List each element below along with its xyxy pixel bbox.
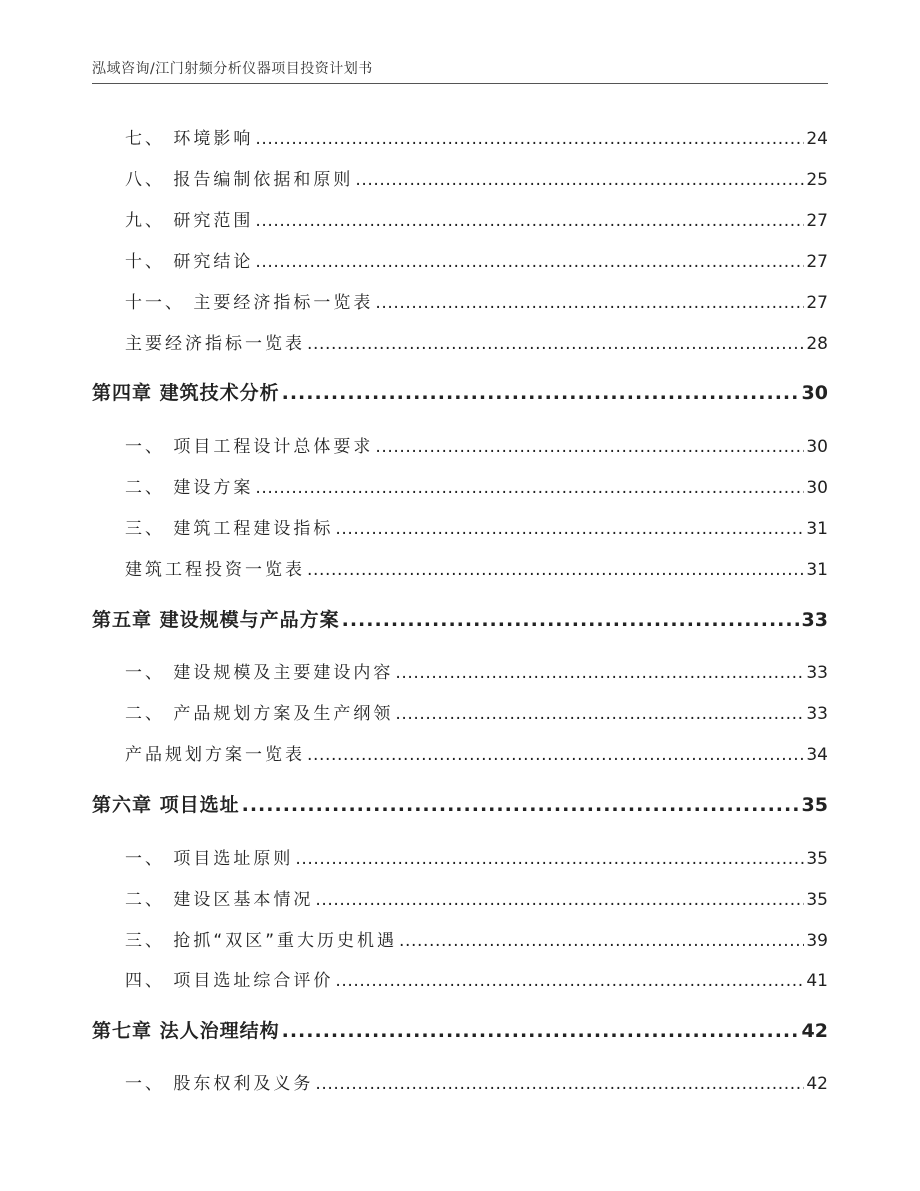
- toc-section-entry[interactable]: [125, 699, 828, 724]
- toc-page-number: 41: [806, 971, 828, 991]
- toc-page-number: 31: [806, 519, 828, 539]
- toc-entry-label: 二、 产品规划方案及生产纲领: [125, 704, 394, 724]
- toc-entry-label: 八、 报告编制依据和原则: [125, 170, 354, 190]
- toc-section-entry[interactable]: [125, 966, 828, 991]
- toc-section-entry[interactable]: [125, 844, 828, 869]
- toc-dot-leader: [295, 849, 804, 869]
- toc-section-entry[interactable]: [125, 1069, 828, 1094]
- toc-section-entry[interactable]: [125, 658, 828, 683]
- toc-entry-label: 第七章 法人治理结构: [92, 1020, 280, 1042]
- toc-page-number: 33: [806, 663, 828, 683]
- toc-entry-label: 九、 研究范围: [125, 211, 254, 231]
- toc-page-number: 35: [806, 849, 828, 869]
- toc-page-number: 35: [806, 890, 828, 910]
- toc-section-entry[interactable]: [125, 926, 828, 951]
- toc-entry-label: 十一、 主要经济指标一览表: [125, 293, 374, 313]
- toc-dot-leader: [355, 170, 804, 190]
- toc-page-number: 39: [806, 931, 828, 951]
- toc-dot-leader: [255, 129, 804, 149]
- toc-entry-label: 一、 建设规模及主要建设内容: [125, 663, 394, 683]
- toc-entry-label: 十、 研究结论: [125, 252, 254, 272]
- toc-dot-leader: [342, 609, 800, 631]
- toc-dot-leader: [335, 519, 804, 539]
- toc-entry-label: 第五章 建设规模与产品方案: [92, 609, 340, 631]
- toc-page-number: 27: [806, 252, 828, 272]
- toc-entry-label: 第六章 项目选址: [92, 794, 240, 816]
- toc-page-number: 30: [806, 437, 828, 457]
- toc-dot-leader: [315, 1074, 804, 1094]
- toc-page-number: 25: [806, 170, 828, 190]
- toc-dot-leader: [255, 478, 804, 498]
- toc-page-number: 33: [801, 609, 828, 631]
- toc-dot-leader: [255, 252, 804, 272]
- toc-dot-leader: [375, 293, 804, 313]
- toc-chapter-entry[interactable]: [92, 790, 828, 817]
- toc-dot-leader: [335, 971, 804, 991]
- toc-entry-label: 二、 建设区基本情况: [125, 890, 314, 910]
- toc-page-number: 31: [806, 560, 828, 580]
- toc-page-number: 27: [806, 293, 828, 313]
- toc-page-number: 30: [806, 478, 828, 498]
- toc-dot-leader: [282, 382, 800, 404]
- toc-page-number: 28: [806, 334, 828, 354]
- toc-section-entry[interactable]: [125, 473, 828, 498]
- toc-chapter-entry[interactable]: [92, 378, 828, 405]
- toc-entry-label: 一、 股东权利及义务: [125, 1074, 314, 1094]
- toc-dot-leader: [307, 334, 804, 354]
- toc-dot-leader: [242, 794, 800, 816]
- toc-page-number: 33: [806, 704, 828, 724]
- toc-section-entry[interactable]: [125, 206, 828, 231]
- toc-section-entry[interactable]: [125, 288, 828, 313]
- toc-section-entry[interactable]: [125, 124, 828, 149]
- toc-dot-leader: [282, 1020, 800, 1042]
- toc-page-number: 35: [801, 794, 828, 816]
- toc-entry-label: 主要经济指标一览表: [125, 334, 305, 354]
- toc-entry-label: 三、 抢抓“双区”重大历史机遇: [125, 931, 398, 951]
- toc-chapter-entry[interactable]: [92, 1016, 828, 1043]
- toc-entry-label: 四、 项目选址综合评价: [125, 971, 334, 991]
- toc-dot-leader: [307, 745, 804, 765]
- page-header: 泓域咨询/江门射频分析仪器项目投资计划书: [92, 61, 373, 77]
- toc-section-entry[interactable]: [125, 555, 828, 580]
- toc-section-entry[interactable]: [125, 329, 828, 354]
- toc-section-entry[interactable]: [125, 885, 828, 910]
- toc-section-entry[interactable]: [125, 432, 828, 457]
- toc-dot-leader: [395, 663, 804, 683]
- toc-dot-leader: [399, 931, 804, 951]
- toc-page-number: 24: [806, 129, 828, 149]
- toc-page-number: 42: [806, 1074, 828, 1094]
- toc-entry-label: 产品规划方案一览表: [125, 745, 305, 765]
- toc-page-number: 30: [801, 382, 828, 404]
- toc-page-number: 27: [806, 211, 828, 231]
- toc-dot-leader: [255, 211, 804, 231]
- toc-section-entry[interactable]: [125, 247, 828, 272]
- toc-chapter-entry[interactable]: [92, 605, 828, 632]
- toc-section-entry[interactable]: [125, 514, 828, 539]
- toc-page-number: 42: [801, 1020, 828, 1042]
- toc-entry-label: 七、 环境影响: [125, 129, 254, 149]
- toc-section-entry[interactable]: [125, 740, 828, 765]
- toc-entry-label: 建筑工程投资一览表: [125, 560, 305, 580]
- toc-entry-label: 三、 建筑工程建设指标: [125, 519, 334, 539]
- toc-dot-leader: [315, 890, 804, 910]
- toc-entry-label: 一、 项目工程设计总体要求: [125, 437, 374, 457]
- toc-dot-leader: [395, 704, 804, 724]
- toc-section-entry[interactable]: [125, 165, 828, 190]
- toc-entry-label: 一、 项目选址原则: [125, 849, 294, 869]
- toc-entry-label: 第四章 建筑技术分析: [92, 382, 280, 404]
- toc-entry-label: 二、 建设方案: [125, 478, 254, 498]
- toc-dot-leader: [375, 437, 804, 457]
- toc-dot-leader: [307, 560, 804, 580]
- toc-page-number: 34: [806, 745, 828, 765]
